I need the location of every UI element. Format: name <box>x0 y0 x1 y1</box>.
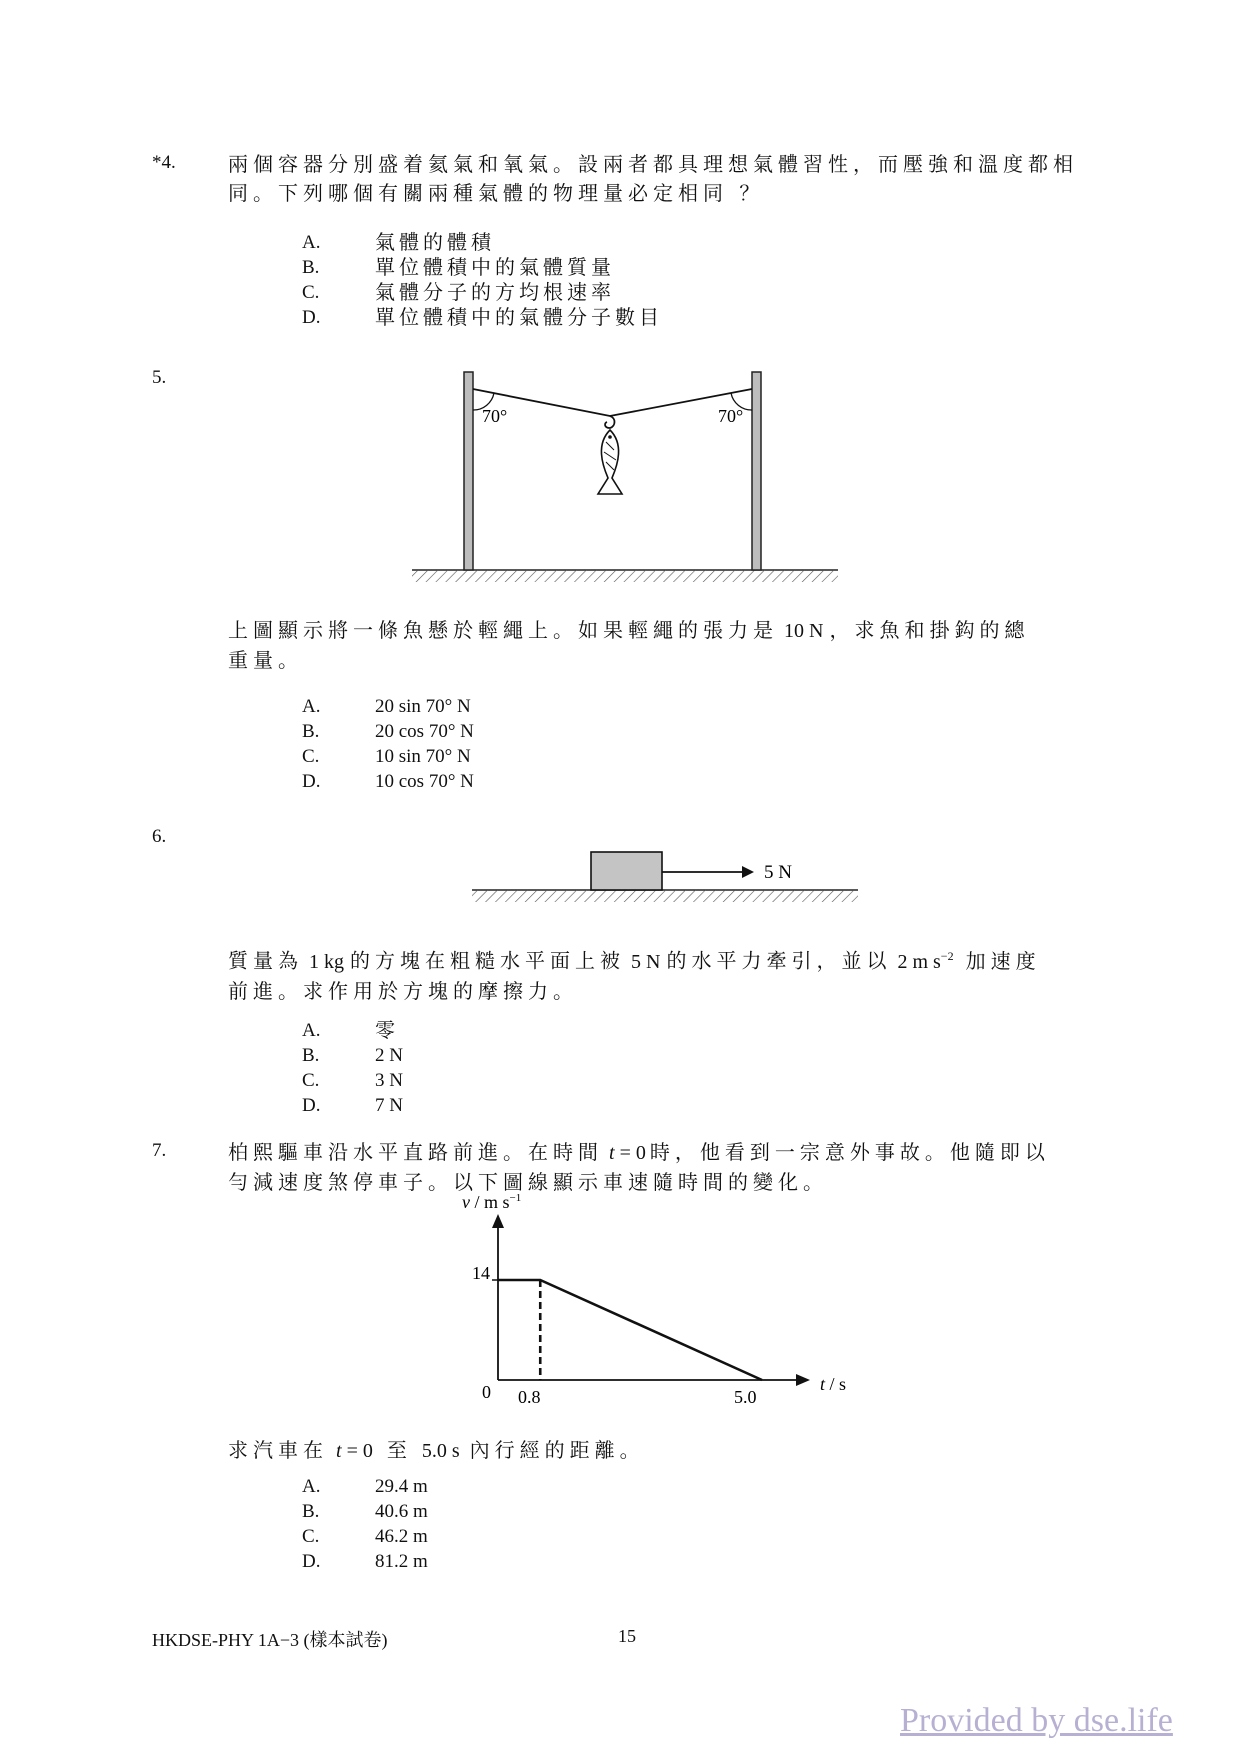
q4-stem-line1: 兩個容器分別盛着氦氣和氧氣。設兩者都具理想氣體習性，而壓強和溫度都相 <box>228 152 1078 176</box>
q6-stem-line2: 前進。求作用於方塊的摩擦力。 <box>228 978 578 1003</box>
option-label: D. <box>302 307 321 328</box>
left-post <box>464 372 473 570</box>
option-label: B. <box>302 1045 320 1066</box>
q5-stem-line2: 重量。 <box>228 648 303 672</box>
q7-question <box>228 1436 1118 1466</box>
option-text: 20 sin 70° N <box>375 696 471 717</box>
rope <box>473 389 752 416</box>
option-text: 3 N <box>375 1070 403 1091</box>
q4-stem <box>228 150 1108 208</box>
q6-block-figure <box>460 838 860 910</box>
q4-stem-line2: 同。下列哪個有關兩種氣體的物理量必定相同 ？ <box>228 181 765 205</box>
option-label: C. <box>302 1070 320 1091</box>
footer-paper-code: HKDSE-PHY 1A−3 (樣本試卷) <box>152 1630 388 1650</box>
q5-option-c <box>302 744 802 769</box>
q4-options <box>302 230 802 330</box>
option-label: C. <box>302 746 320 767</box>
option-text: 20 cos 70° N <box>375 721 474 742</box>
option-text: 氣體的體積 <box>375 230 495 254</box>
option-text: 10 cos 70° N <box>375 771 474 792</box>
q4-option-d <box>302 305 802 330</box>
fish-with-hook <box>598 416 622 494</box>
q4-option-b <box>302 255 802 280</box>
q5-fish-figure <box>400 360 850 590</box>
q5-tension-value: 10 N <box>784 620 824 642</box>
q7-options <box>302 1474 802 1574</box>
option-text: 40.6 m <box>375 1501 428 1522</box>
option-text: 單位體積中的氣體質量 <box>375 255 615 279</box>
q6-force-value: 5 N <box>631 950 661 973</box>
q7-option-a <box>302 1474 802 1499</box>
ground-hatching <box>412 570 838 582</box>
q7-question-text: 求汽車在 <box>228 1438 328 1462</box>
q6-option-b <box>302 1043 802 1068</box>
q5-stem-text-2: ，求魚和掛鈎的總 <box>829 618 1030 642</box>
q7-question-time-symbol: t <box>336 1440 342 1462</box>
q6-accel-value: 2 m s <box>897 950 941 973</box>
q5-options <box>302 694 802 794</box>
option-label: D. <box>302 1095 321 1116</box>
q6-stem-text-3: 的水平力牽引，並以 <box>666 948 892 973</box>
q7-stem-text: 柏熙驅車沿水平直路前進。在時間 <box>228 1140 603 1164</box>
x-tick-5.0: 5.0 <box>734 1387 757 1407</box>
option-label: B. <box>302 1501 320 1522</box>
q6-stem-text-2: 的方塊在粗糙水平面上被 <box>350 948 625 973</box>
option-label: A. <box>302 232 321 253</box>
option-text: 29.4 m <box>375 1476 428 1497</box>
q7-option-c <box>302 1524 802 1549</box>
q5-option-d <box>302 769 802 794</box>
q6-options <box>302 1018 802 1118</box>
x-axis-arrowhead <box>796 1374 810 1386</box>
y-axis-arrowhead <box>492 1214 504 1228</box>
q7-time-value: = 0 <box>614 1142 646 1164</box>
option-label: D. <box>302 771 321 792</box>
q7-question-time-end: 5.0 s <box>421 1440 460 1462</box>
option-label: B. <box>302 721 320 742</box>
q7-question-text-3: 內行經的距離。 <box>469 1438 645 1462</box>
q7-option-b <box>302 1499 802 1524</box>
force-label: 5 N <box>764 862 792 883</box>
option-text: 2 N <box>375 1045 403 1066</box>
option-text: 氣體分子的方均根速率 <box>375 280 615 304</box>
option-text: 零 <box>375 1018 399 1042</box>
watermark: Provided by dse.life <box>900 1702 1173 1739</box>
q7-stem-line2: 勻減速度煞停車子。以下圖線顯示車速隨時間的變化。 <box>228 1170 828 1194</box>
option-label: D. <box>302 1551 321 1572</box>
option-text: 81.2 m <box>375 1551 428 1572</box>
force-arrowhead <box>742 866 754 878</box>
option-text: 10 sin 70° N <box>375 746 471 767</box>
option-label: A. <box>302 696 321 717</box>
option-text: 46.2 m <box>375 1526 428 1547</box>
left-angle-label: 70° <box>482 406 508 426</box>
q7-question-time-start: = 0 <box>341 1440 373 1462</box>
option-label: A. <box>302 1020 321 1041</box>
q5-stem <box>228 616 1118 675</box>
q6-stem <box>228 942 1118 1006</box>
q5-stem-text: 上圖顯示將一條魚懸於輕繩上。如果輕繩的張力是 <box>228 618 778 642</box>
velocity-line <box>498 1280 762 1380</box>
q7-plot-area <box>492 1280 762 1380</box>
q5-option-a <box>302 694 802 719</box>
q6-accel-exponent: −2 <box>940 949 954 963</box>
q6-number: 6. <box>152 826 167 847</box>
q7-stem-text-2: 時，他看到一宗意外事故。他隨即以 <box>649 1140 1050 1164</box>
q6-option-a <box>302 1018 802 1043</box>
q6-mass-value: 1 kg <box>309 950 344 973</box>
x-tick-0.8: 0.8 <box>518 1387 541 1407</box>
option-text: 7 N <box>375 1095 403 1116</box>
origin-label: 0 <box>482 1382 491 1402</box>
q6-option-c <box>302 1068 802 1093</box>
q7-stem <box>228 1138 1118 1197</box>
q7-time-symbol: t <box>609 1142 615 1164</box>
q5-number: 5. <box>152 367 167 388</box>
q7-question-text-2: 至 <box>386 1438 412 1462</box>
right-post <box>752 372 761 570</box>
q4-option-c <box>302 280 802 305</box>
page-number: 15 <box>618 1626 636 1646</box>
option-text: 單位體積中的氣體分子數目 <box>375 305 663 329</box>
option-label: C. <box>302 282 320 303</box>
y-tick-14: 14 <box>472 1263 490 1283</box>
q7-velocity-time-graph <box>450 1192 890 1420</box>
rough-surface <box>472 890 858 902</box>
option-label: C. <box>302 1526 320 1547</box>
q4-option-a <box>302 230 802 255</box>
block <box>591 852 662 890</box>
q4-number: *4. <box>152 152 176 173</box>
option-label: A. <box>302 1476 321 1497</box>
q6-option-d <box>302 1093 802 1118</box>
q5-option-b <box>302 719 802 744</box>
q7-option-d <box>302 1549 802 1574</box>
option-label: B. <box>302 257 320 278</box>
y-axis-label: v / m $s^{-1}$ <box>462 1192 522 1212</box>
q6-stem-text-4: 加速度 <box>965 948 1041 973</box>
right-angle-label: 70° <box>718 406 744 426</box>
x-axis-label: t / s <box>820 1374 847 1394</box>
q7-number: 7. <box>152 1140 167 1161</box>
q6-stem-text: 質量為 <box>228 948 303 973</box>
